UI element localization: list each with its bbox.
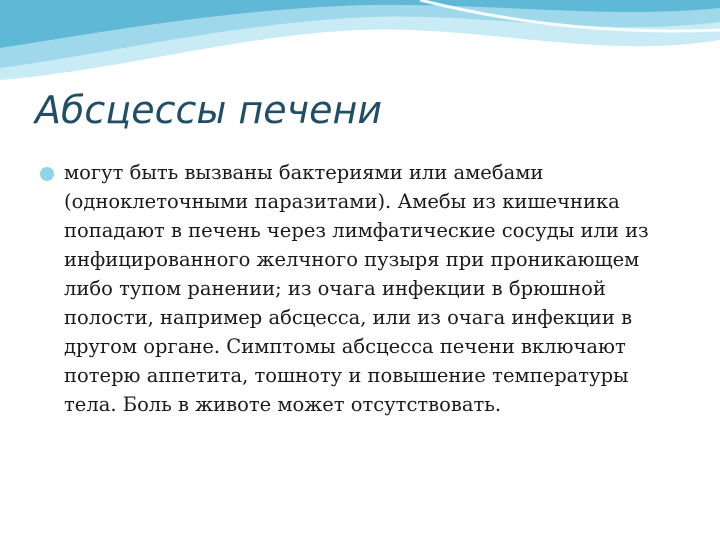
bullet-dot-icon (40, 167, 54, 181)
bullet-text: могут быть вызваны бактериями или амебами (одноклеточными паразитами). Амебы из кишечника попадают в печень через лимфатические сосуды или из инфицированного желчного пузыря при проникающем либо тупом ранении; из очага инфекции в брюшной полости, например абсцесса, или из очага инфекции в другом органе. Симптомы абсцесса печени включают потерю аппетита, тошноту и повышение температуры тела. Боль в животе может отсутствовать. (64, 161, 649, 416)
slide-body (40, 158, 680, 419)
bullet-item (40, 158, 680, 419)
header-wave-decoration (0, 0, 720, 90)
slide-title: Абсцессы печени (35, 88, 383, 132)
